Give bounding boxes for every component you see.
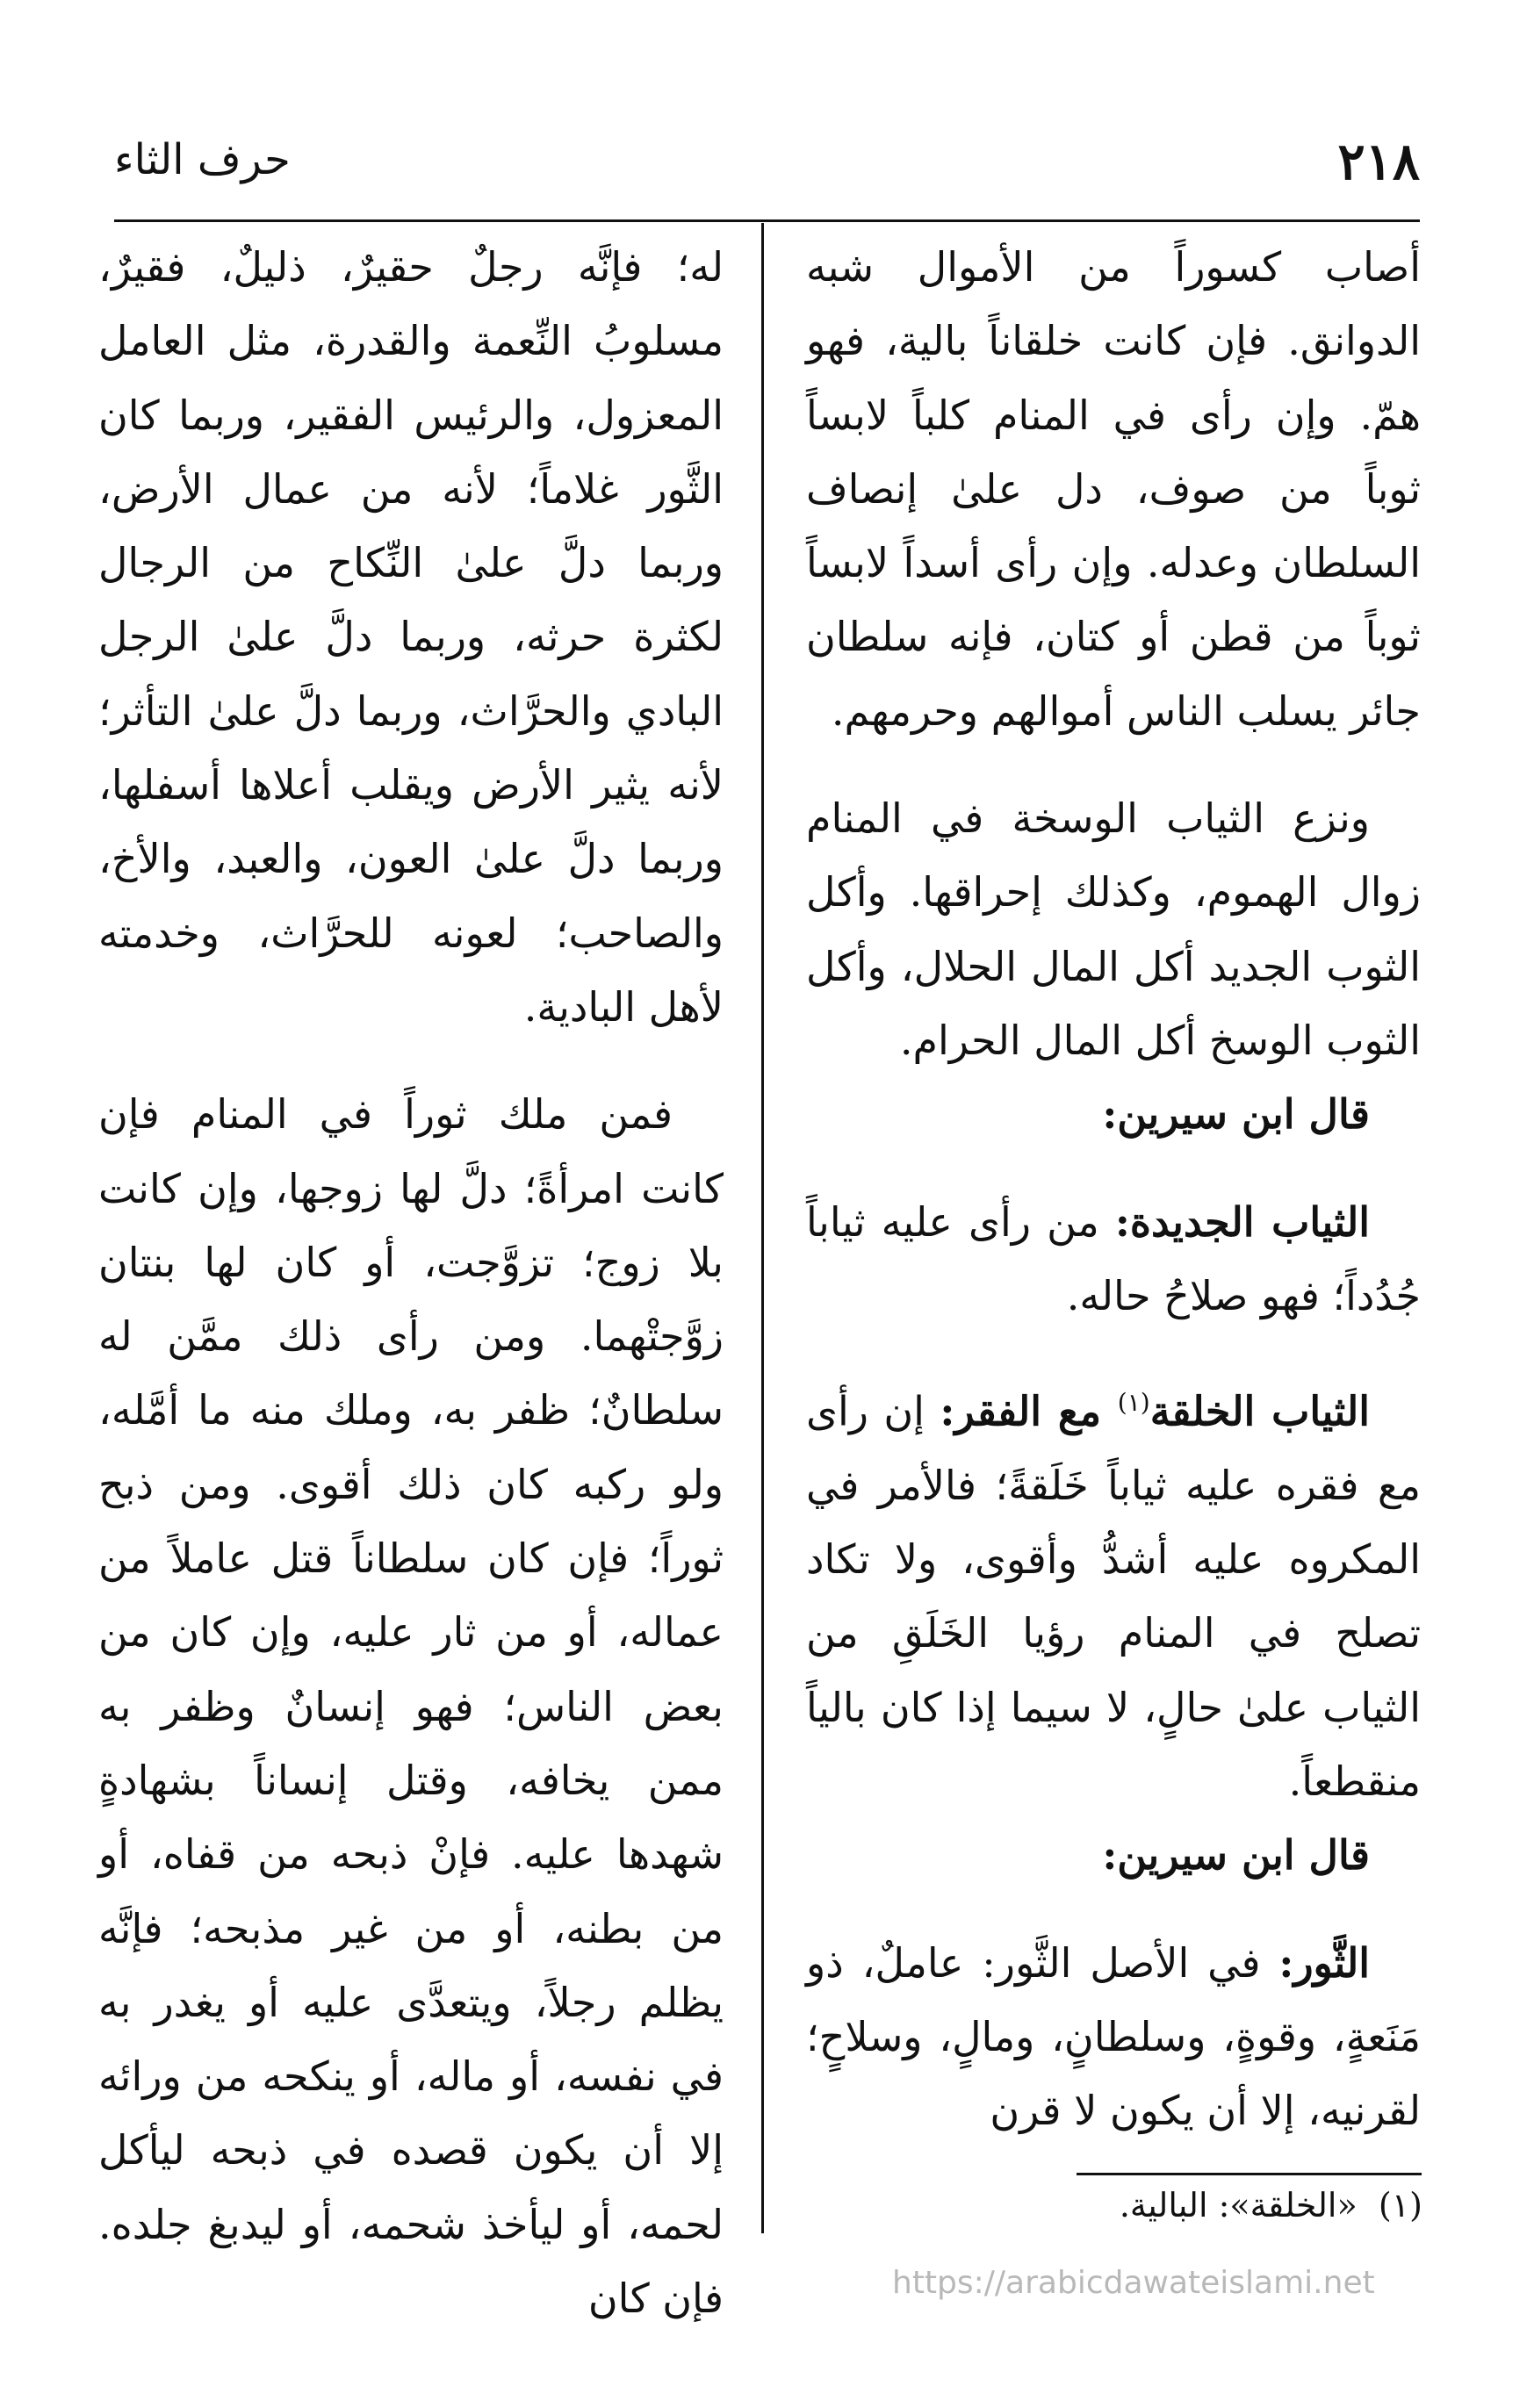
footnote	[966, 2186, 1422, 2225]
watermark-url: https://arabicdawateislami.net	[892, 2265, 1375, 2301]
page-header	[114, 132, 1420, 211]
entry-title: الثَّور:	[1278, 1938, 1370, 1987]
footnote-rule	[1077, 2173, 1422, 2175]
footnote-reference: (١)	[1117, 1388, 1150, 1418]
column-divider	[761, 223, 764, 2233]
entry-title: الثياب الجديدة:	[1114, 1197, 1370, 1246]
left-column	[98, 230, 724, 2335]
running-title: حرف الثاء	[114, 135, 291, 184]
page-number: ٢١٨	[1337, 132, 1420, 191]
paragraph: له؛ فإنَّه رجلٌ حقيرٌ، ذليلٌ، فقيرٌ، مسلوبُ النِّعمة والقدرة، مثل العامل المعزول، والرئيس الفقير، وربما كان الثَّور غلاماً؛ لأنه من عمال الأرض، وربما دلَّ علىٰ النِّكاح من الرجال لكثرة حرثه، وربما دلَّ علىٰ الرجل البادي والحرَّاث، وربما دلَّ علىٰ التأثر؛ لأنه يثير الأرض ويقلب أعلاها أسفلها، وربما دلَّ علىٰ العون، والعبد، والأخ، والصاحب؛ لعونه للحرَّاث، وخدمته لأهل البادية.	[98, 243, 724, 1031]
entry-title: الثياب الخلقة	[1149, 1387, 1371, 1435]
paragraph: فمن ملك ثوراً في المنام فإن كانت امرأةً؛ دلَّ لها زوجها، وإن كانت بلا زوج؛ تزوَّجت، أو كان لها بنتان زوَّجتْهما. ومن رأى ذلك ممَّن له سلطانٌ؛ ظفر به، وملك منه ما أمَّله، ولو ركبه كان ذلك أقوى. ومن ذبح ثوراً؛ فإن كان سلطاناً قتل عاملاً من عماله، أو من ثار عليه، وإن كان من بعض الناس؛ فهو إنسانٌ وظفر به ممن يخافه، وقتل إنساناً بشهادةٍ شهدها عليه. فإنْ ذبحه من قفاه، أو من بطنه، أو من غير مذبحه؛ فإنَّه يظلم رجلاً، ويتعدَّى عليه أو يغدر به في نفسه، أو ماله، أو ينكحه من ورائه إلا أن يكون قصده في ذبحه ليأكل لحمه، أو ليأخذ شحمه، أو ليدبغ جلده. فإن كان	[98, 1090, 724, 2323]
footnote-number: (١)	[1378, 2186, 1422, 2225]
footnote-text: «الخلقة»: البالية.	[1119, 2186, 1358, 2225]
paragraph	[806, 1926, 1421, 2148]
right-column	[806, 230, 1421, 2147]
entry-title-continued: مع الفقر:	[940, 1387, 1118, 1435]
section-heading: قال ابن سيرين:	[1102, 1831, 1370, 1880]
paragraph	[806, 1185, 1421, 1333]
paragraph: أصاب كسوراً من الأموال شبه الدوانق. فإن كانت خلقاناً بالية، فهو همّ. وإن رأى في المنام كلباً لابساً ثوباً من صوف، دل علىٰ إنصاف السلطان وعدله. وإن رأى أسداً لابساً ثوباً من قطن أو كتان، فإنه سلطان جائر يسلب الناس أموالهم وحرمهم.	[806, 243, 1421, 735]
paragraph	[806, 1366, 1421, 1818]
entry-text: إن رأى مع فقره عليه ثياباً خَلَقةً؛ فالأمر في المكروه عليه أشدُّ وأقوى، ولا تكاد تصلح في المنام رؤيا الخَلَقِ من الثياب علىٰ حالٍ، لا سيما إذا كان بالياً منقطعاً.	[806, 1387, 1421, 1805]
paragraph: ونزع الثياب الوسخة في المنام زوال الهموم، وكذلك إحراقها. وأكل الثوب الجديد أكل المال الحلال، وأكل الثوب الوسخ أكل المال الحرام.	[806, 794, 1421, 1064]
header-rule	[114, 219, 1420, 222]
entry-text: من رأى عليه ثياباً جُدُداً؛ فهو صلاحُ حاله.	[806, 1197, 1421, 1319]
section-heading: قال ابن سيرين:	[1102, 1090, 1370, 1139]
entry-text: في الأصل الثَّور: عاملٌ، ذو مَنَعةٍ، وقوةٍ، وسلطانٍ، ومالٍ، وسلاحٍ؛ لقرنيه، إلا أن يكون لا قرن	[806, 1938, 1421, 2135]
